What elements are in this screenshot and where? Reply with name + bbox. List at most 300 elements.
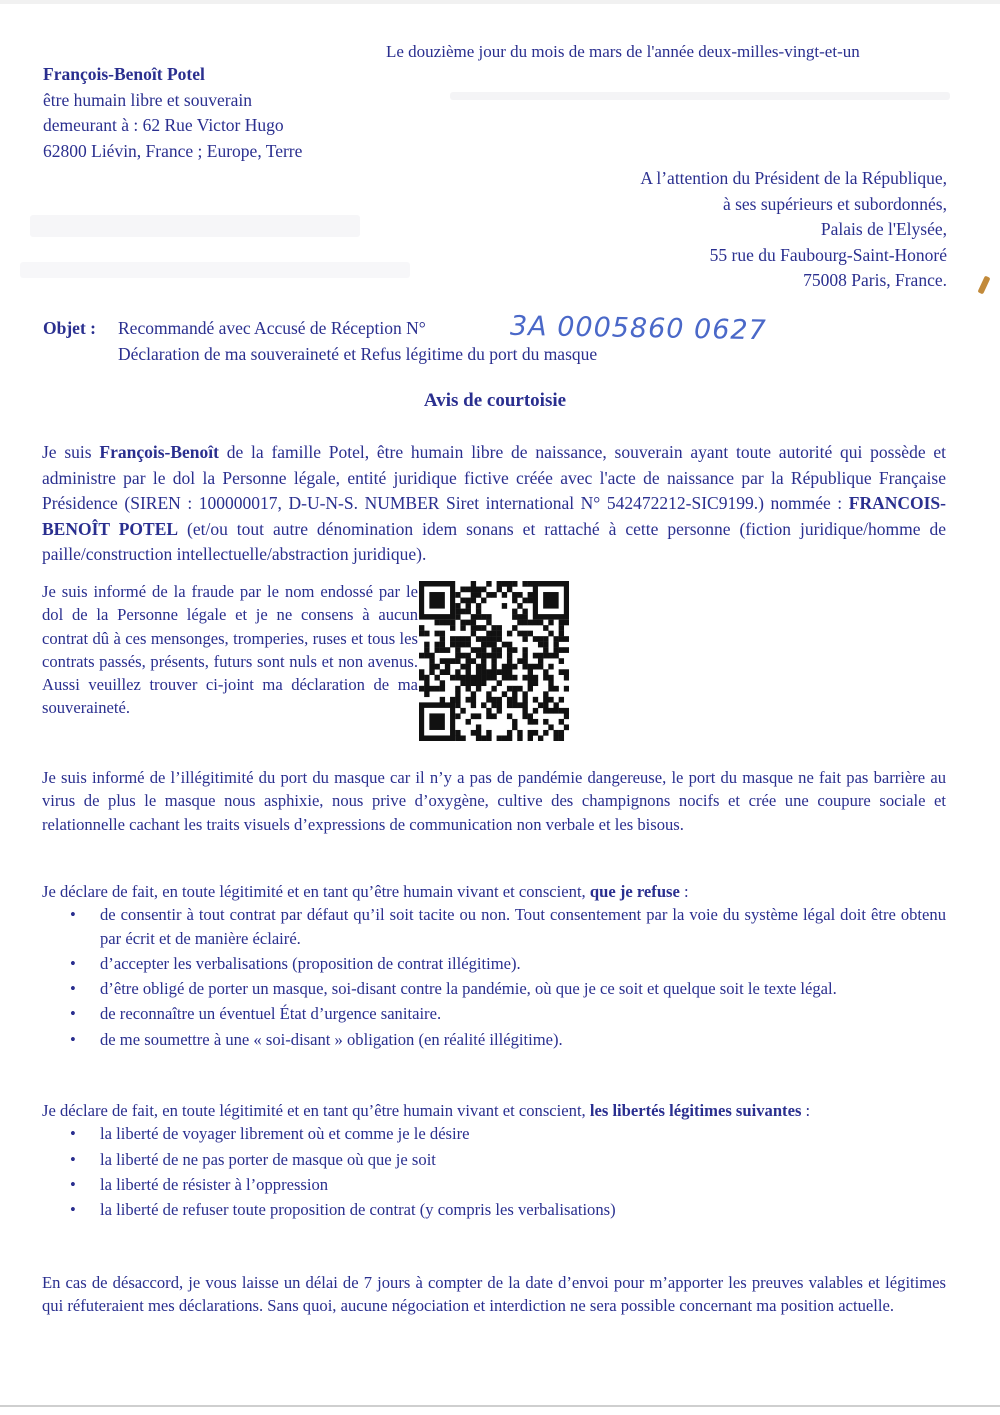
- qr-module: [460, 653, 465, 659]
- qr-module: [533, 680, 538, 686]
- qr-module: [491, 636, 496, 642]
- qr-module: [471, 713, 476, 719]
- qr-module: [471, 697, 476, 703]
- qr-module: [548, 620, 553, 626]
- qr-module: [486, 675, 491, 681]
- qr-module: [497, 587, 502, 593]
- qr-module: [564, 620, 569, 626]
- qr-module: [476, 609, 481, 615]
- qr-module: [476, 724, 481, 730]
- qr-module: [512, 647, 517, 653]
- list-item: • d’être obligé de porter un masque, soi-disant contre la pandémie, où que je ce soit et quelque soit le texte légal.: [42, 977, 946, 1000]
- qr-module: [440, 658, 445, 664]
- qr-module: [486, 581, 491, 587]
- qr-module: [460, 609, 465, 615]
- recipient-line: Palais de l'Elysée,: [820, 219, 947, 239]
- qr-module: [564, 724, 569, 730]
- list-item: • la liberté de refuser toute proposition de contrat (y compris les verbalisations): [42, 1198, 946, 1221]
- qr-module: [486, 620, 491, 626]
- qr-module: [450, 697, 455, 703]
- qr-module: [517, 620, 522, 626]
- qr-module: [548, 697, 553, 703]
- bleed-through-mark: [30, 215, 360, 237]
- qr-module: [486, 735, 491, 741]
- qr-module: [460, 642, 465, 648]
- intro-paragraph: [42, 440, 946, 568]
- qr-module: [538, 642, 543, 648]
- qr-module: [522, 664, 527, 670]
- qr-module: [419, 669, 424, 675]
- qr-module: [517, 631, 522, 637]
- qr-module: [424, 653, 429, 659]
- qr-module: [435, 642, 440, 648]
- qr-module: [522, 708, 527, 714]
- qr-module: [559, 658, 564, 664]
- qr-module: [559, 730, 564, 736]
- qr-module: [455, 697, 460, 703]
- qr-module: [553, 686, 558, 692]
- qr-module: [512, 614, 517, 620]
- list-item: • de consentir à tout contrat par défaut qu’il soit tacite ou non. Tout consentement par la voie du système légal doit être obtenu par écrit et de manière éclairé.: [42, 903, 946, 950]
- qr-finder-center: [429, 713, 445, 730]
- qr-module: [528, 713, 533, 719]
- qr-module: [481, 669, 486, 675]
- qr-module: [455, 642, 460, 648]
- qr-module: [476, 587, 481, 593]
- qr-module: [460, 598, 465, 604]
- qr-module: [445, 658, 450, 664]
- qr-module: [543, 625, 548, 631]
- qr-module: [517, 735, 522, 741]
- qr-module: [533, 653, 538, 659]
- qr-module: [548, 686, 553, 692]
- qr-module: [497, 702, 502, 708]
- qr-module: [476, 647, 481, 653]
- qr-module: [522, 697, 527, 703]
- qr-module: [528, 620, 533, 626]
- qr-module: [491, 642, 496, 648]
- qr-module: [466, 697, 471, 703]
- qr-module: [507, 735, 512, 741]
- qr-module: [455, 658, 460, 664]
- qr-module: [471, 675, 476, 681]
- refuse-intro-bold: que je refuse: [589, 882, 680, 901]
- qr-module: [528, 631, 533, 637]
- qr-module: [517, 614, 522, 620]
- qr-module: [553, 636, 558, 642]
- qr-module: [466, 680, 471, 686]
- qr-module: [491, 675, 496, 681]
- qr-module: [502, 642, 507, 648]
- qr-module: [440, 620, 445, 626]
- qr-module: [522, 658, 527, 664]
- qr-module: [528, 680, 533, 686]
- qr-module: [538, 664, 543, 670]
- qr-module: [522, 636, 527, 642]
- qr-module: [543, 647, 548, 653]
- qr-module: [466, 669, 471, 675]
- qr-module: [476, 675, 481, 681]
- qr-module: [538, 620, 543, 626]
- qr-module: [455, 647, 460, 653]
- qr-module: [455, 675, 460, 681]
- qr-module: [548, 724, 553, 730]
- qr-module: [512, 609, 517, 615]
- qr-module: [507, 631, 512, 637]
- qr-module: [533, 719, 538, 725]
- qr-module: [528, 581, 533, 587]
- intro-middle: de la famille Potel, être humain libre de naissance, souverain ayant toute autorité qui possède et administre par le dol la Personne légale, entité juridique fictive créée avec l'acte de naissance par la République Française Présidence (SIREN : 100000017, D-U-N-S. NUMBER Siret international N° 542472212-SIC9199.) nommée :: [42, 442, 946, 513]
- qr-module: [564, 686, 569, 692]
- liberties-list: [42, 1122, 946, 1221]
- qr-module: [450, 675, 455, 681]
- qr-module: [528, 592, 533, 598]
- qr-module: [517, 702, 522, 708]
- qr-module: [419, 675, 424, 681]
- qr-module: [466, 598, 471, 604]
- qr-module: [455, 686, 460, 692]
- qr-module: [522, 609, 527, 615]
- qr-module: [466, 587, 471, 593]
- qr-module: [455, 730, 460, 736]
- qr-module: [455, 609, 460, 615]
- scan-edge-top: [0, 0, 1000, 4]
- qr-module: [481, 647, 486, 653]
- liberties-intro-end: :: [801, 1101, 811, 1120]
- qr-module: [564, 636, 569, 642]
- qr-module: [497, 669, 502, 675]
- qr-module: [435, 631, 440, 637]
- qr-module: [502, 675, 507, 681]
- qr-module: [476, 713, 481, 719]
- qr-module: [486, 636, 491, 642]
- qr-module: [564, 675, 569, 681]
- qr-module: [429, 653, 434, 659]
- qr-module: [440, 631, 445, 637]
- qr-module: [435, 664, 440, 670]
- qr-module: [543, 636, 548, 642]
- qr-module: [497, 708, 502, 714]
- qr-module: [476, 664, 481, 670]
- qr-module: [486, 713, 491, 719]
- qr-module: [481, 680, 486, 686]
- qr-module: [460, 620, 465, 626]
- qr-module: [497, 680, 502, 686]
- qr-module: [512, 664, 517, 670]
- qr-module: [424, 686, 429, 692]
- qr-module: [481, 614, 486, 620]
- qr-module: [491, 625, 496, 631]
- sender-line: demeurant à : 62 Rue Victor Hugo: [43, 115, 284, 135]
- qr-module: [559, 636, 564, 642]
- qr-finder-center: [429, 592, 445, 609]
- pen-mark: [977, 276, 990, 295]
- qr-module: [533, 636, 538, 642]
- qr-module: [435, 686, 440, 692]
- qr-module: [476, 669, 481, 675]
- refuse-list: [42, 903, 946, 1051]
- qr-module: [559, 631, 564, 637]
- qr-module: [497, 631, 502, 637]
- refuse-intro-end: :: [679, 882, 689, 901]
- qr-module: [491, 592, 496, 598]
- liberties-intro-bold: les libertés légitimes suivantes: [589, 1101, 802, 1120]
- qr-module: [507, 581, 512, 587]
- qr-module: [507, 730, 512, 736]
- qr-module: [512, 592, 517, 598]
- qr-module: [543, 708, 548, 714]
- qr-module: [491, 664, 496, 670]
- qr-module: [564, 647, 569, 653]
- qr-module: [471, 598, 476, 604]
- qr-module: [486, 653, 491, 659]
- qr-module: [517, 592, 522, 598]
- qr-module: [445, 620, 450, 626]
- qr-code[interactable]: [419, 581, 569, 741]
- qr-module: [476, 680, 481, 686]
- qr-module: [460, 625, 465, 631]
- sender-name: François-Benoît Potel: [43, 64, 205, 84]
- qr-module: [429, 664, 434, 670]
- qr-module: [476, 653, 481, 659]
- qr-module: [455, 592, 460, 598]
- qr-module: [460, 664, 465, 670]
- qr-module: [424, 675, 429, 681]
- qr-module: [517, 658, 522, 664]
- sender-block: [43, 62, 302, 164]
- qr-module: [466, 636, 471, 642]
- qr-module: [502, 669, 507, 675]
- qr-module: [553, 653, 558, 659]
- qr-module: [512, 625, 517, 631]
- qr-module: [466, 658, 471, 664]
- qr-module: [491, 669, 496, 675]
- qr-module: [507, 675, 512, 681]
- qr-module: [476, 614, 481, 620]
- qr-module: [559, 620, 564, 626]
- qr-module: [481, 658, 486, 664]
- sender-line: 62800 Liévin, France ; Europe, Terre: [43, 140, 303, 161]
- qr-module: [440, 686, 445, 692]
- qr-module: [507, 697, 512, 703]
- qr-module: [512, 719, 517, 725]
- qr-finder-center: [543, 592, 559, 609]
- recipient-block: [640, 166, 947, 294]
- qr-module: [466, 642, 471, 648]
- list-item: • la liberté de voyager librement où et comme je le désire: [42, 1122, 946, 1145]
- qr-module: [455, 636, 460, 642]
- intro-name: François-Benoît: [99, 442, 219, 462]
- qr-module: [471, 658, 476, 664]
- qr-module: [471, 631, 476, 637]
- qr-module: [522, 675, 527, 681]
- qr-module: [512, 702, 517, 708]
- list-item: • de me soumettre à une « soi-disant » obligation (en réalité illégitime).: [42, 1028, 946, 1051]
- qr-module: [507, 642, 512, 648]
- qr-module: [512, 598, 517, 604]
- qr-module: [564, 669, 569, 675]
- qr-module: [497, 653, 502, 659]
- list-item: • la liberté de ne pas porter de masque où que je soit: [42, 1148, 946, 1171]
- qr-module: [429, 686, 434, 692]
- qr-module: [466, 653, 471, 659]
- qr-module: [481, 625, 486, 631]
- qr-module: [548, 664, 553, 670]
- qr-module: [559, 669, 564, 675]
- qr-module: [466, 719, 471, 725]
- qr-module: [528, 598, 533, 604]
- qr-module: [538, 735, 543, 741]
- qr-module: [512, 724, 517, 730]
- qr-module: [450, 625, 455, 631]
- subject-label: Objet :: [43, 318, 96, 338]
- qr-module: [466, 603, 471, 609]
- qr-module: [497, 581, 502, 587]
- qr-module: [564, 713, 569, 719]
- qr-module: [491, 631, 496, 637]
- qr-module: [543, 719, 548, 725]
- qr-module: [522, 691, 527, 697]
- qr-module: [507, 658, 512, 664]
- qr-module: [445, 664, 450, 670]
- qr-module: [466, 620, 471, 626]
- qr-module: [528, 669, 533, 675]
- qr-module: [486, 642, 491, 648]
- qr-module: [460, 708, 465, 714]
- qr-module: [455, 653, 460, 659]
- qr-module: [491, 697, 496, 703]
- qr-module: [553, 647, 558, 653]
- bleed-through-mark: [20, 262, 410, 278]
- bleed-through-mark: [450, 92, 950, 100]
- qr-module: [497, 735, 502, 741]
- qr-module: [476, 686, 481, 692]
- list-item: • de reconnaître un éventuel État d’urgence sanitaire.: [42, 1002, 946, 1025]
- intro-prefix: Je suis: [42, 442, 100, 462]
- qr-module: [424, 680, 429, 686]
- qr-module: [528, 675, 533, 681]
- qr-module: [533, 664, 538, 670]
- intro-legal-name: FRANCOIS-BENOÎT POTEL: [42, 493, 946, 539]
- qr-module: [543, 669, 548, 675]
- qr-module: [471, 625, 476, 631]
- qr-module: [476, 592, 481, 598]
- liberties-intro: Je déclare de fait, en toute légitimité et en tant qu’être humain vivant et conscient,: [42, 1101, 590, 1120]
- qr-module: [491, 702, 496, 708]
- qr-module: [481, 735, 486, 741]
- liberties-section: [42, 1099, 946, 1221]
- qr-module: [491, 647, 496, 653]
- qr-module: [533, 708, 538, 714]
- qr-module: [502, 691, 507, 697]
- qr-module: [486, 730, 491, 736]
- qr-module: [512, 581, 517, 587]
- qr-module: [497, 625, 502, 631]
- qr-module: [564, 708, 569, 714]
- qr-module: [507, 669, 512, 675]
- refuse-section: [42, 880, 946, 1051]
- qr-module: [528, 686, 533, 692]
- qr-module: [543, 675, 548, 681]
- qr-module: [507, 587, 512, 593]
- qr-module: [440, 642, 445, 648]
- qr-module: [460, 735, 465, 741]
- qr-module: [533, 620, 538, 626]
- recipient-line: 75008 Paris, France.: [803, 270, 947, 290]
- qr-module: [424, 631, 429, 637]
- qr-module: [538, 653, 543, 659]
- qr-module: [502, 664, 507, 670]
- qr-module: [424, 647, 429, 653]
- qr-module: [553, 708, 558, 714]
- qr-module: [512, 691, 517, 697]
- qr-module: [450, 620, 455, 626]
- mask-paragraph: Je suis informé de l’illégitimité du port du masque car il n’y a pas de pandémie dangereuse, le port du masque ne fait pas barrière au virus de plus le masque nous asphixie, nous prive d’oxygène, cultive des champignons nocifs et crée une coupure sociale et relationnelle cachant les traits visuels d’expressions de communication non verbale et les bisous.: [42, 768, 946, 834]
- qr-module: [507, 713, 512, 719]
- qr-module: [419, 686, 424, 692]
- qr-module: [455, 702, 460, 708]
- qr-module: [419, 625, 424, 631]
- qr-module: [522, 713, 527, 719]
- qr-module: [455, 713, 460, 719]
- qr-module: [471, 614, 476, 620]
- qr-module: [455, 735, 460, 741]
- qr-module: [419, 653, 424, 659]
- qr-module: [455, 691, 460, 697]
- qr-module: [553, 730, 558, 736]
- qr-module: [455, 614, 460, 620]
- qr-module: [522, 702, 527, 708]
- qr-module: [559, 647, 564, 653]
- qr-module: [491, 653, 496, 659]
- qr-module: [538, 702, 543, 708]
- qr-module: [522, 631, 527, 637]
- qr-module: [476, 603, 481, 609]
- qr-module: [440, 647, 445, 653]
- sender-line: être humain libre et souverain: [43, 89, 252, 110]
- qr-module: [553, 702, 558, 708]
- qr-module: [471, 647, 476, 653]
- recipient-line: 55 rue du Faubourg-Saint-Honoré: [709, 244, 947, 265]
- qr-module: [460, 675, 465, 681]
- qr-module: [491, 713, 496, 719]
- qr-module: [476, 636, 481, 642]
- qr-module: [528, 735, 533, 741]
- list-item: • d’accepter les verbalisations (proposition de contrat illégitime).: [42, 952, 946, 975]
- qr-module: [548, 675, 553, 681]
- qr-module: [419, 631, 424, 637]
- qr-module: [517, 730, 522, 736]
- qr-module: [543, 730, 548, 736]
- qr-module: [481, 587, 486, 593]
- qr-module: [559, 708, 564, 714]
- qr-module: [533, 730, 538, 736]
- qr-module: [497, 647, 502, 653]
- qr-module: [553, 642, 558, 648]
- closing-paragraph: En cas de désaccord, je vous laisse un délai de 7 jours à compter de la date d’envoi pour m’apporter les preuves valables et légitimes qui réfuteraient mes déclarations. Sans quoi, aucune négociation et interdiction ne sera possible concernant ma position actuelle.: [42, 1273, 946, 1316]
- qr-module: [543, 697, 548, 703]
- qr-module: [445, 647, 450, 653]
- qr-module: [486, 631, 491, 637]
- qr-module: [471, 702, 476, 708]
- subject-line-declaration: Déclaration de ma souveraineté et Refus légitime du port du masque: [118, 343, 598, 364]
- qr-module: [471, 581, 476, 587]
- qr-module: [424, 642, 429, 648]
- qr-module: [486, 669, 491, 675]
- qr-module: [440, 636, 445, 642]
- qr-module: [435, 675, 440, 681]
- qr-module: [455, 603, 460, 609]
